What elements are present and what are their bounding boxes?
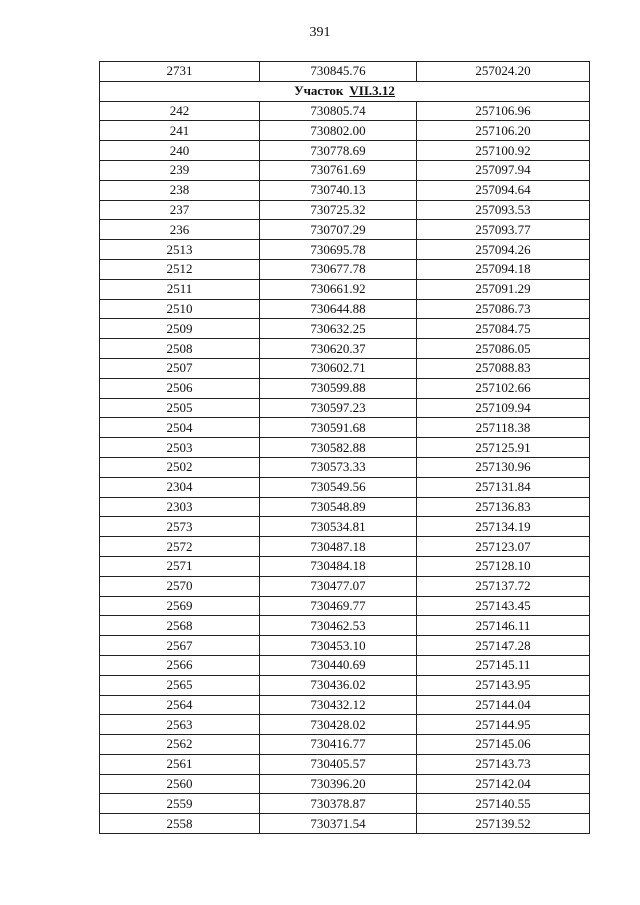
x-coordinate-cell: 730802.00 (260, 121, 417, 141)
x-coordinate-cell: 730549.56 (260, 477, 417, 497)
y-coordinate-cell: 257100.92 (417, 141, 590, 161)
x-coordinate-cell: 730428.02 (260, 715, 417, 735)
table-row (100, 616, 590, 636)
x-coordinate-cell: 730440.69 (260, 655, 417, 675)
point-number-cell: 2506 (100, 378, 260, 398)
x-coordinate-cell: 730845.76 (260, 62, 417, 82)
point-number-cell: 2564 (100, 695, 260, 715)
y-coordinate-cell: 257145.06 (417, 735, 590, 755)
page-number: 391 (309, 25, 331, 40)
point-number-cell: 242 (100, 101, 260, 121)
x-coordinate-cell: 730661.92 (260, 279, 417, 299)
table-row (100, 319, 590, 339)
y-coordinate-cell: 257137.72 (417, 576, 590, 596)
point-number-cell: 2558 (100, 814, 260, 834)
point-number-cell: 2573 (100, 517, 260, 537)
x-coordinate-cell: 730416.77 (260, 735, 417, 755)
x-coordinate-cell: 730778.69 (260, 141, 417, 161)
y-coordinate-cell: 257093.53 (417, 200, 590, 220)
x-coordinate-cell: 730602.71 (260, 358, 417, 378)
x-coordinate-cell: 730436.02 (260, 675, 417, 695)
point-number-cell: 2731 (100, 62, 260, 82)
x-coordinate-cell: 730761.69 (260, 160, 417, 180)
y-coordinate-cell: 257024.20 (417, 62, 590, 82)
section-label: Участок (294, 83, 344, 99)
table-row (100, 200, 590, 220)
table-row (100, 695, 590, 715)
y-coordinate-cell: 257145.11 (417, 655, 590, 675)
point-number-cell: 241 (100, 121, 260, 141)
x-coordinate-cell: 730582.88 (260, 438, 417, 458)
y-coordinate-cell: 257130.96 (417, 457, 590, 477)
section-id: VII.3.12 (349, 83, 395, 99)
point-number-cell: 2502 (100, 457, 260, 477)
table-row (100, 537, 590, 557)
point-number-cell: 2507 (100, 358, 260, 378)
table-row (100, 220, 590, 240)
table-row (100, 299, 590, 319)
x-coordinate-cell: 730677.78 (260, 259, 417, 279)
coordinates-table (99, 61, 590, 834)
section-header-row (100, 81, 590, 101)
y-coordinate-cell: 257091.29 (417, 279, 590, 299)
table-row (100, 517, 590, 537)
y-coordinate-cell: 257118.38 (417, 418, 590, 438)
point-number-cell: 236 (100, 220, 260, 240)
x-coordinate-cell: 730644.88 (260, 299, 417, 319)
coordinates-table-body (100, 62, 590, 834)
table-row (100, 715, 590, 735)
y-coordinate-cell: 257146.11 (417, 616, 590, 636)
point-number-cell: 238 (100, 180, 260, 200)
point-number-cell: 240 (100, 141, 260, 161)
x-coordinate-cell: 730725.32 (260, 200, 417, 220)
y-coordinate-cell: 257143.95 (417, 675, 590, 695)
table-row (100, 735, 590, 755)
table-row (100, 180, 590, 200)
y-coordinate-cell: 257106.20 (417, 121, 590, 141)
y-coordinate-cell: 257143.73 (417, 754, 590, 774)
point-number-cell: 2569 (100, 596, 260, 616)
x-coordinate-cell: 730548.89 (260, 497, 417, 517)
y-coordinate-cell: 257097.94 (417, 160, 590, 180)
x-coordinate-cell: 730487.18 (260, 537, 417, 557)
x-coordinate-cell: 730371.54 (260, 814, 417, 834)
table-row (100, 576, 590, 596)
point-number-cell: 2565 (100, 675, 260, 695)
x-coordinate-cell: 730534.81 (260, 517, 417, 537)
table-row (100, 655, 590, 675)
point-number-cell: 2568 (100, 616, 260, 636)
point-number-cell: 2570 (100, 576, 260, 596)
y-coordinate-cell: 257086.05 (417, 339, 590, 359)
x-coordinate-cell: 730805.74 (260, 101, 417, 121)
y-coordinate-cell: 257125.91 (417, 438, 590, 458)
x-coordinate-cell: 730432.12 (260, 695, 417, 715)
point-number-cell: 2511 (100, 279, 260, 299)
point-number-cell: 2504 (100, 418, 260, 438)
x-coordinate-cell: 730405.57 (260, 754, 417, 774)
y-coordinate-cell: 257142.04 (417, 774, 590, 794)
table-row (100, 339, 590, 359)
y-coordinate-cell: 257131.84 (417, 477, 590, 497)
table-row (100, 62, 590, 82)
x-coordinate-cell: 730707.29 (260, 220, 417, 240)
table-row (100, 121, 590, 141)
x-coordinate-cell: 730740.13 (260, 180, 417, 200)
point-number-cell: 239 (100, 160, 260, 180)
point-number-cell: 2560 (100, 774, 260, 794)
y-coordinate-cell: 257123.07 (417, 537, 590, 557)
table-row (100, 378, 590, 398)
y-coordinate-cell: 257109.94 (417, 398, 590, 418)
point-number-cell: 2571 (100, 556, 260, 576)
x-coordinate-cell: 730453.10 (260, 636, 417, 656)
table-row (100, 259, 590, 279)
table-row (100, 141, 590, 161)
y-coordinate-cell: 257144.04 (417, 695, 590, 715)
y-coordinate-cell: 257144.95 (417, 715, 590, 735)
table-row (100, 754, 590, 774)
x-coordinate-cell: 730469.77 (260, 596, 417, 616)
x-coordinate-cell: 730396.20 (260, 774, 417, 794)
table-row (100, 240, 590, 260)
y-coordinate-cell: 257094.64 (417, 180, 590, 200)
point-number-cell: 2510 (100, 299, 260, 319)
y-coordinate-cell: 257102.66 (417, 378, 590, 398)
y-coordinate-cell: 257093.77 (417, 220, 590, 240)
x-coordinate-cell: 730484.18 (260, 556, 417, 576)
y-coordinate-cell: 257086.73 (417, 299, 590, 319)
x-coordinate-cell: 730378.87 (260, 794, 417, 814)
table-row (100, 438, 590, 458)
point-number-cell: 2303 (100, 497, 260, 517)
table-row (100, 477, 590, 497)
x-coordinate-cell: 730695.78 (260, 240, 417, 260)
table-row (100, 596, 590, 616)
point-number-cell: 2566 (100, 655, 260, 675)
point-number-cell: 2567 (100, 636, 260, 656)
y-coordinate-cell: 257106.96 (417, 101, 590, 121)
point-number-cell: 2513 (100, 240, 260, 260)
y-coordinate-cell: 257094.18 (417, 259, 590, 279)
y-coordinate-cell: 257094.26 (417, 240, 590, 260)
table-row (100, 101, 590, 121)
point-number-cell: 2505 (100, 398, 260, 418)
point-number-cell: 2508 (100, 339, 260, 359)
table-row (100, 160, 590, 180)
x-coordinate-cell: 730632.25 (260, 319, 417, 339)
point-number-cell: 2512 (100, 259, 260, 279)
table-row (100, 636, 590, 656)
table-row (100, 418, 590, 438)
table-row (100, 497, 590, 517)
y-coordinate-cell: 257139.52 (417, 814, 590, 834)
section-header (100, 81, 590, 101)
y-coordinate-cell: 257088.83 (417, 358, 590, 378)
table-row (100, 398, 590, 418)
y-coordinate-cell: 257140.55 (417, 794, 590, 814)
table-row (100, 457, 590, 477)
x-coordinate-cell: 730620.37 (260, 339, 417, 359)
y-coordinate-cell: 257143.45 (417, 596, 590, 616)
y-coordinate-cell: 257147.28 (417, 636, 590, 656)
x-coordinate-cell: 730462.53 (260, 616, 417, 636)
point-number-cell: 2559 (100, 794, 260, 814)
x-coordinate-cell: 730597.23 (260, 398, 417, 418)
table-row (100, 774, 590, 794)
point-number-cell: 2561 (100, 754, 260, 774)
table-row (100, 814, 590, 834)
y-coordinate-cell: 257128.10 (417, 556, 590, 576)
x-coordinate-cell: 730591.68 (260, 418, 417, 438)
point-number-cell: 2509 (100, 319, 260, 339)
table-row (100, 794, 590, 814)
x-coordinate-cell: 730477.07 (260, 576, 417, 596)
point-number-cell: 2503 (100, 438, 260, 458)
x-coordinate-cell: 730599.88 (260, 378, 417, 398)
x-coordinate-cell: 730573.33 (260, 457, 417, 477)
point-number-cell: 2562 (100, 735, 260, 755)
y-coordinate-cell: 257134.19 (417, 517, 590, 537)
point-number-cell: 237 (100, 200, 260, 220)
point-number-cell: 2563 (100, 715, 260, 735)
table-row (100, 556, 590, 576)
point-number-cell: 2304 (100, 477, 260, 497)
point-number-cell: 2572 (100, 537, 260, 557)
y-coordinate-cell: 257136.83 (417, 497, 590, 517)
table-row (100, 279, 590, 299)
table-row (100, 675, 590, 695)
table-row (100, 358, 590, 378)
y-coordinate-cell: 257084.75 (417, 319, 590, 339)
